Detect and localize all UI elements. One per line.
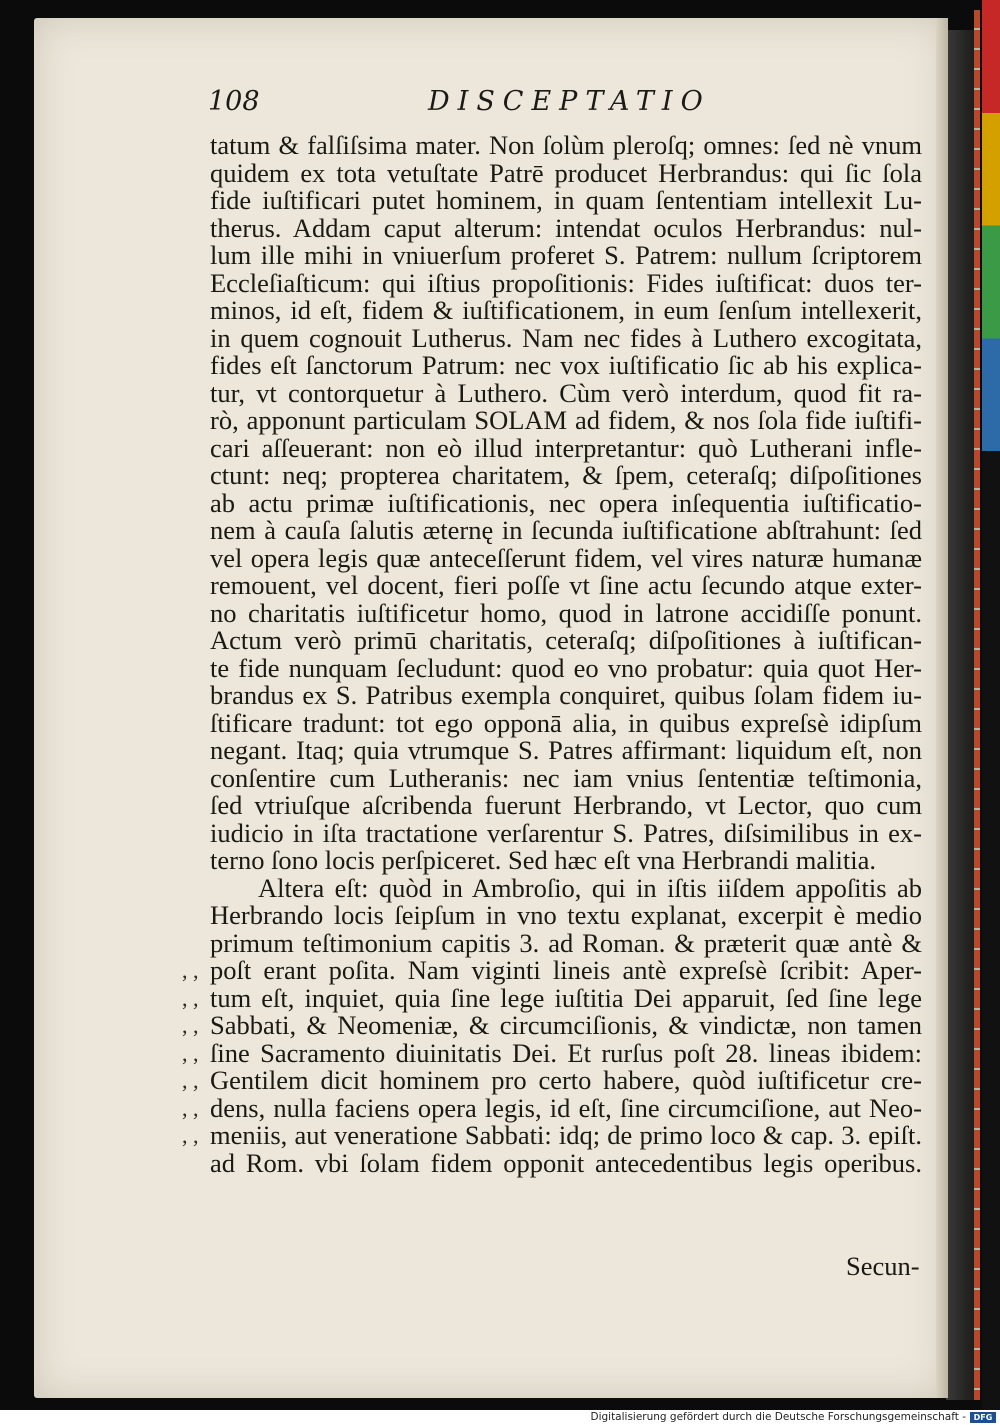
catchword: Secun- <box>846 1251 920 1281</box>
quoted-line <box>182 1120 922 1150</box>
dfg-logo: DFG <box>970 1412 996 1423</box>
text-line: iudicio in iſta tractatione verſarentur S. Patres, diſsimilibus in ex- <box>210 817 922 848</box>
quotation-marker: , , <box>182 1123 199 1148</box>
text-line: fides eſt ſanctorum Patrum: nec vox iuſtificatio ſic ab his explica- <box>210 350 922 380</box>
quotation-marker: , , <box>182 958 199 983</box>
quotation-marker: , , <box>182 1068 199 1093</box>
text-line: Herbrando locis ſeipſum in vno textu explanat, excerpit è medio <box>210 900 922 930</box>
quoted-text: poſt erant poſita. Nam viginti lineis antè expreſsè ſcribit: Aper- <box>210 955 922 985</box>
book-edge-shadow <box>946 30 976 1400</box>
page-header <box>208 86 928 126</box>
quoted-text: ſine Sacramento diuinitatis Dei. Et rurſus poſt 28. lineas ibidem: <box>210 1037 922 1068</box>
text-line: ſed vtriuſque aſcribenda fuerunt Herbrando, vt Lector, quo cum <box>210 790 922 820</box>
quoted-text: tum eſt, inquiet, quia ſine lege iuſtitia Dei apparuit, ſed ſine lege <box>210 982 922 1013</box>
quoted-text: meniis, aut veneratione Sabbati: idq; de primo loco & cap. 3. epiſt. <box>210 1120 922 1150</box>
quoted-text: dens, nulla faciens opera legis, id eſt, ſine circumciſione, aut Neo- <box>210 1092 922 1123</box>
text-line: fide iuſtificari putet hominem, in quam ſententiam intellexit Lu- <box>210 185 922 215</box>
funding-credit: Digitalisierung gefördert durch die Deutsche Forschungsgemeinschaft - <box>590 1411 966 1423</box>
quotation-marker: , , <box>182 1095 199 1121</box>
text-line: lum ille mihi in vniuerſum proferet S. Patrem: nullum ſcriptorem <box>210 240 922 270</box>
text-line: terno ſono locis perſpiceret. Sed hæc eſt vna Herbrandi malitia. <box>210 845 876 875</box>
text-line: therus. Addam caput alterum: intendat oculos Herbrandus: nul- <box>210 212 922 243</box>
text-line: Actum verò primū charitatis, ceteraſq; diſpoſitiones à iuſtifican- <box>210 625 922 655</box>
page-edge <box>936 18 948 1398</box>
text-line: ad Rom. vbi ſolam fidem opponit antecedentibus legis operibus. <box>210 1147 922 1178</box>
digitization-footer <box>0 1410 1000 1425</box>
quoted-line <box>182 1037 922 1068</box>
text-line: tatum & falſiſsima mater. Non ſolùm pleroſq; omnes: ſed nè vnum <box>210 130 922 160</box>
text-line: rò, apponunt particulam SOLAM ad fidem, & nos ſola fide iuſtifi- <box>210 405 922 435</box>
text-line: primum teſtimonium capitis 3. ad Roman. & præterit quæ antè & <box>210 927 922 958</box>
text-line: remouent, vel docent, fieri poſſe vt ſine actu ſecundo atque exter- <box>210 570 922 600</box>
text-line: te fide nunquam ſecludunt: quod eo vno probatur: quia quot Her- <box>210 652 922 683</box>
color-reference-bar <box>982 0 1000 1410</box>
running-title: DISCEPTATIO <box>428 86 711 117</box>
text-line: no charitatis iuſtificetur homo, quod in latrone accidiſſe ponunt. <box>210 597 922 628</box>
color-calibration-strip <box>974 10 980 1400</box>
text-line: conſentire cum Lutheranis: nec iam vnius ſententiæ teſtimonia, <box>210 762 922 793</box>
text-line: quidem ex tota vetuſtate Patrē producet Herbrandus: qui ſic ſola <box>210 157 922 188</box>
body-text <box>182 130 922 1178</box>
quotation-marker: , , <box>182 1013 199 1038</box>
text-line: ctunt: neq; propterea charitatem, & ſpem, ceteraſq; diſpoſitiones <box>210 460 922 490</box>
quoted-line <box>182 955 922 985</box>
folio-number: 108 <box>208 86 260 117</box>
paragraph-start-line: Altera eſt: quòd in Ambroſio, qui in iſtis iiſdem appoſitis ab <box>258 872 922 903</box>
quoted-text: Gentilem dicit hominem pro certo habere, quòd iuſtificetur cre- <box>210 1065 922 1095</box>
text-line: ab actu primæ iuſtificationis, nec opera inſequentia iuſtificatio- <box>210 487 922 518</box>
quotation-marker: , , <box>182 1040 199 1066</box>
text-line: vel opera legis quæ anteceſſerunt fidem, vel vires naturæ humanæ <box>210 542 922 573</box>
quoted-line <box>182 1065 922 1095</box>
quoted-line <box>182 982 922 1013</box>
quotation-marker: , , <box>182 985 199 1011</box>
text-line: negant. Itaq; quia vtrumque S. Patres affirmant: liquidum eſt, non <box>210 735 922 765</box>
text-line: minos, id eſt, fidem & iuſtificationem, in eum ſenſum intellexerit, <box>210 295 922 325</box>
text-line: ſtificare tradunt: tot ego opponā alia, in quibus expreſsè idipſum <box>210 707 922 738</box>
text-line: brandus ex S. Patribus exempla conquiret, quibus ſolam fidem iu- <box>210 680 922 710</box>
text-line: cari aſſeuerant: non eò illud interpretantur: quò Lutherani infle- <box>210 432 922 463</box>
text-line: in quem cognouit Lutherus. Nam nec fides à Luthero excogitata, <box>210 322 922 353</box>
quoted-text: Sabbati, & Neomeniæ, & circumciſionis, & vindictæ, non tamen <box>210 1010 922 1040</box>
text-line: Eccleſiaſticum: qui iſtius propoſitionis: Fides iuſtificat: duos ter- <box>210 267 922 298</box>
quoted-line <box>182 1010 922 1040</box>
text-line: nem à cauſa ſalutis æternę in ſecunda iuſtificatione abſtrahunt: ſed <box>210 515 922 545</box>
quoted-line <box>182 1092 922 1123</box>
text-line: tur, vt contorquetur à Luthero. Cùm verò interdum, quod fit ra- <box>210 377 922 408</box>
